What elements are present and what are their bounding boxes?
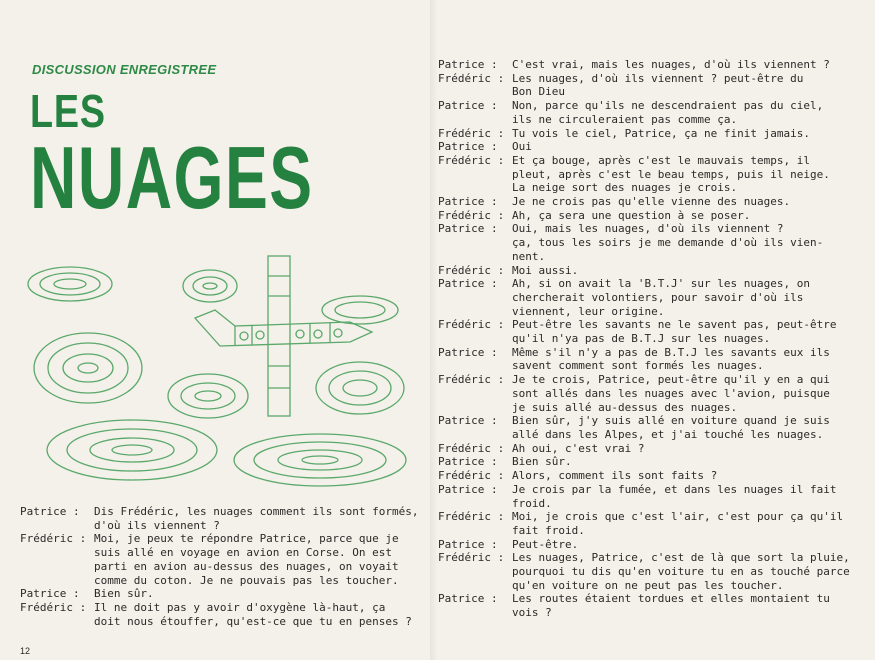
speaker-name: Frédéric : — [20, 532, 94, 587]
dialog-turn — [438, 442, 868, 456]
dialog-turn — [438, 99, 868, 126]
utterance-line: suis allé en voyage en avion en Corse. On est — [94, 546, 393, 560]
speaker-name: Frédéric : — [438, 209, 512, 223]
utterance — [512, 455, 868, 469]
dialog-turn — [20, 587, 425, 601]
dialog-turn — [438, 469, 868, 483]
dialog-turn — [438, 483, 868, 510]
speaker-name: Patrice : — [20, 505, 94, 532]
utterance — [512, 127, 868, 141]
dialog-turn — [438, 72, 868, 99]
dialog-turn — [438, 414, 868, 441]
dialog-turn — [20, 532, 425, 587]
utterance-line: chercherait volontiers, pour savoir d'où ils — [512, 290, 804, 304]
dialog-turn — [438, 592, 868, 619]
utterance-line: Oui — [512, 140, 532, 154]
utterance-line: Ah, si on avait la 'B.T.J' sur les nuages, on — [512, 277, 811, 291]
dialog-turn — [438, 510, 868, 537]
dialog-turn — [438, 209, 868, 223]
utterance — [94, 505, 425, 532]
utterance — [94, 532, 425, 587]
speaker-name: Frédéric : — [438, 510, 512, 537]
dialog-turn — [438, 373, 868, 414]
dialog-turn — [438, 318, 868, 345]
utterance — [512, 222, 868, 263]
utterance — [512, 99, 868, 126]
utterance-line: savent comment sont formés les nuages. — [512, 359, 764, 373]
utterance — [512, 483, 868, 510]
utterance-line: Peut-être. — [512, 537, 579, 551]
utterance-line: Je crois par la fumée, et dans les nuages il fait — [512, 482, 837, 496]
dialog-turn — [438, 264, 868, 278]
utterance-line: Peut-être les savants ne le savent pas, peut-être — [512, 318, 837, 332]
speaker-name: Patrice : — [438, 222, 512, 263]
utterance-line: Même s'il n'y a pas de B.T.J les savants eux ils — [512, 345, 830, 359]
utterance-line: Moi, je peux te répondre Patrice, parce que je — [94, 532, 399, 546]
utterance-line: Je te crois, Patrice, peut-être qu'il y en a qui — [512, 373, 830, 387]
dialog-turn — [438, 222, 868, 263]
utterance-line: Bon Dieu — [512, 85, 565, 99]
utterance-line: vois ? — [512, 606, 552, 620]
utterance — [512, 592, 868, 619]
utterance-line: Moi, je crois que c'est l'air, c'est pour ça qu'il — [512, 510, 844, 524]
speaker-name: Patrice : — [438, 414, 512, 441]
cloud-scribble — [28, 267, 112, 301]
utterance — [512, 442, 868, 456]
utterance-line: C'est vrai, mais les nuages, d'où ils viennent ? — [512, 58, 830, 71]
cloud-scribble — [183, 270, 237, 302]
utterance-line: Non, parce qu'ils ne descendraient pas du ciel, — [512, 99, 824, 113]
utterance-line: La neige sort des nuages je crois. — [512, 181, 738, 195]
utterance — [512, 469, 868, 483]
utterance-line: Bien sûr, j'y suis allé en voiture quand je suis — [512, 414, 830, 428]
utterance-line: Les nuages, Patrice, c'est de là que sort la pluie, — [512, 551, 850, 565]
utterance-line: Ah oui, c'est vrai ? — [512, 441, 645, 455]
utterance-line: Ah, ça sera une question à se poser. — [512, 208, 751, 222]
speaker-name: Patrice : — [438, 277, 512, 318]
utterance — [512, 373, 868, 414]
utterance — [512, 72, 868, 99]
speaker-name: Patrice : — [438, 140, 512, 154]
utterance-line: qu'en voiture on ne peut pas les toucher. — [512, 578, 784, 592]
speaker-name: Patrice : — [438, 195, 512, 209]
speaker-name: Frédéric : — [438, 72, 512, 99]
dialog-turn — [20, 601, 425, 628]
cloud-scribble — [34, 333, 142, 403]
dialog-turn — [438, 195, 868, 209]
page-number: 12 — [20, 646, 31, 656]
utterance — [94, 601, 425, 628]
utterance-line: froid. — [512, 496, 552, 510]
dialog-turn — [438, 58, 868, 72]
utterance-line: doit nous étouffer, qu'est-ce que tu en penses ? — [94, 614, 412, 628]
children-drawing-clouds-and-airplane — [20, 248, 420, 498]
cloud-scribble — [168, 374, 248, 418]
speaker-name: Patrice : — [438, 346, 512, 373]
utterance — [512, 510, 868, 537]
utterance-line: je suis allé au-dessus des nuages. — [512, 400, 738, 414]
utterance-line: Oui, mais les nuages, d'où ils viennent ? — [512, 222, 784, 236]
speaker-name: Patrice : — [438, 455, 512, 469]
utterance-line: Il ne doit pas y avoir d'oxygène là-haut, ça — [94, 600, 386, 614]
utterance — [512, 318, 868, 345]
cloud-scribble — [322, 296, 398, 324]
utterance-line: pourquoi tu dis qu'en voiture tu en as touché parce — [512, 565, 850, 579]
utterance — [512, 209, 868, 223]
speaker-name: Frédéric : — [438, 264, 512, 278]
speaker-name: Patrice : — [20, 587, 94, 601]
utterance-line: viennent, leur origine. — [512, 304, 665, 318]
speaker-name: Frédéric : — [438, 373, 512, 414]
utterance-line: Moi aussi. — [512, 263, 579, 277]
utterance-line: Et ça bouge, après c'est le mauvais temps, il — [512, 153, 811, 167]
utterance-line: Bien sûr. — [94, 587, 154, 601]
utterance-line: pleut, après c'est le beau temps, puis il neige. — [512, 167, 830, 181]
dialog-turn — [438, 140, 868, 154]
dialog-turn — [438, 538, 868, 552]
dialog-column-left — [20, 505, 425, 628]
utterance-line: qu'il n'ya pas de B.T.J sur les nuages. — [512, 332, 771, 346]
utterance — [512, 154, 868, 195]
utterance — [512, 414, 868, 441]
speaker-name: Frédéric : — [438, 127, 512, 141]
speaker-name: Frédéric : — [20, 601, 94, 628]
utterance — [512, 551, 868, 592]
page-gutter — [430, 0, 438, 660]
speaker-name: Frédéric : — [438, 154, 512, 195]
speaker-name: Patrice : — [438, 58, 512, 72]
title-line-1: LES — [30, 85, 106, 137]
utterance-line: comme du coton. Je ne pouvais pas les toucher. — [94, 573, 399, 587]
utterance — [512, 140, 868, 154]
utterance-line: ça, tous les soirs je me demande d'où ils vien- — [512, 236, 824, 250]
cloud-scribble — [316, 362, 404, 414]
speaker-name: Patrice : — [438, 99, 512, 126]
dialog-turn — [438, 455, 868, 469]
utterance — [94, 587, 425, 601]
utterance — [512, 538, 868, 552]
utterance — [512, 264, 868, 278]
speaker-name: Patrice : — [438, 538, 512, 552]
utterance-line: Les nuages, d'où ils viennent ? peut-être du — [512, 71, 804, 85]
speaker-name: Frédéric : — [438, 442, 512, 456]
utterance-line: allé dans les Alpes, et j'ai touché les nuages. — [512, 427, 824, 441]
utterance-line: Dis Frédéric, les nuages comment ils sont formés, — [94, 505, 419, 518]
utterance-line: parti en avion au-dessus des nuages, on voyait — [94, 559, 399, 573]
cloud-scribble — [47, 420, 217, 480]
utterance-line: Les routes étaient tordues et elles montaient tu — [512, 592, 830, 606]
utterance — [512, 58, 868, 72]
utterance-line: d'où ils viennent ? — [94, 518, 220, 532]
utterance — [512, 277, 868, 318]
utterance-line: sont allés dans les nuages avec l'avion, puisque — [512, 386, 830, 400]
utterance-line: Bien sûr. — [512, 455, 572, 469]
utterance-line: ils ne circuleraient pas comme ça. — [512, 112, 738, 126]
speaker-name: Frédéric : — [438, 551, 512, 592]
speaker-name: Frédéric : — [438, 469, 512, 483]
dialog-turn — [438, 551, 868, 592]
section-kicker: DISCUSSION ENREGISTREE — [32, 62, 217, 77]
dialog-turn — [438, 277, 868, 318]
utterance-line: Je ne crois pas qu'elle vienne des nuages. — [512, 195, 791, 209]
speaker-name: Patrice : — [438, 592, 512, 619]
cloud-scribble — [234, 434, 406, 486]
utterance — [512, 195, 868, 209]
speaker-name: Frédéric : — [438, 318, 512, 345]
utterance-line: Tu vois le ciel, Patrice, ça ne finit jamais. — [512, 126, 811, 140]
utterance-line: Alors, comment ils sont faits ? — [512, 469, 718, 483]
speaker-name: Patrice : — [438, 483, 512, 510]
dialog-column-right — [438, 58, 868, 620]
title-line-2: NUAGES — [30, 128, 314, 227]
utterance — [512, 346, 868, 373]
dialog-turn — [438, 127, 868, 141]
dialog-turn — [438, 346, 868, 373]
utterance-line: nent. — [512, 249, 546, 263]
dialog-turn — [20, 505, 425, 532]
utterance-line: fait froid. — [512, 523, 585, 537]
dialog-turn — [438, 154, 868, 195]
